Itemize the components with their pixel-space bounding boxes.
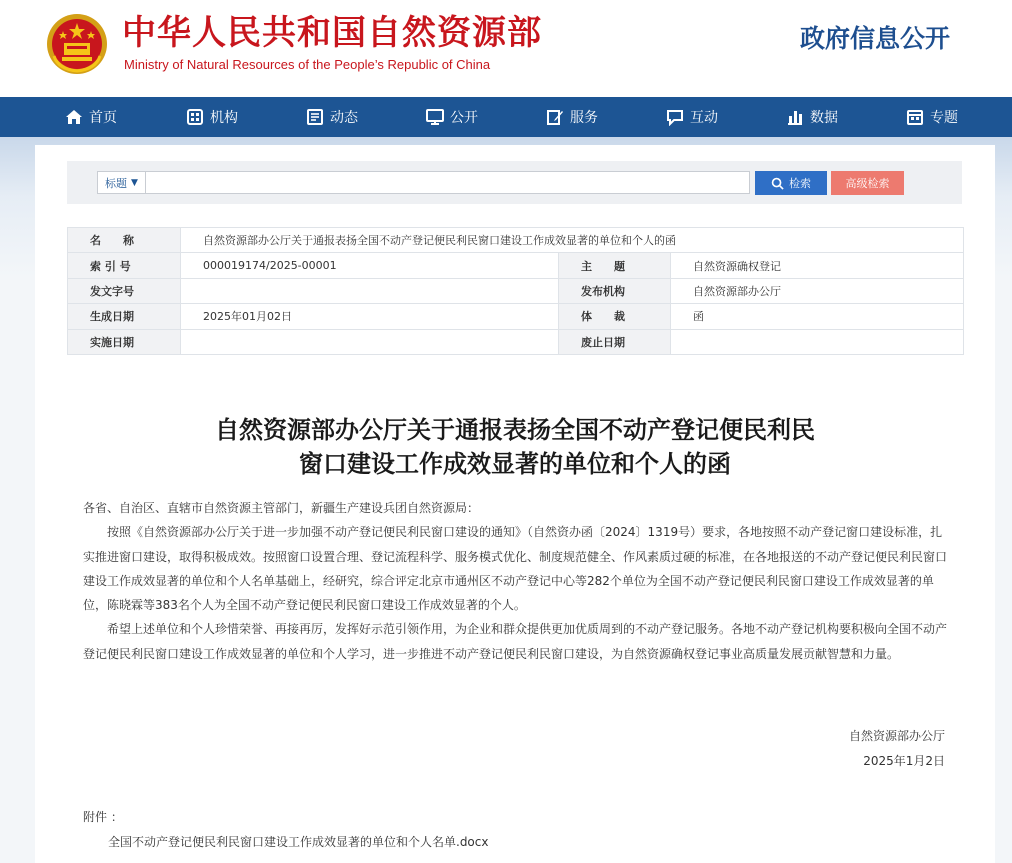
search-button-label: 检索 [789,177,811,190]
search-input[interactable] [145,171,750,194]
nav-item-home[interactable] [65,97,117,137]
signer: 自然资源部办公厅 [848,729,945,743]
meta-label: 发布机构 [559,278,671,303]
calendar-icon [906,108,924,126]
building-icon [186,108,204,126]
bar-chart-icon [786,108,804,126]
meta-name-value: 自然资源部办公厅关于通报表扬全国不动产登记便民利民窗口建设工作成效显著的单位和个人的函 [181,228,964,253]
search-scope-select[interactable] [97,171,145,194]
edit-icon [546,108,564,126]
sign-date: 2025年1月2日 [863,754,945,768]
search-button[interactable] [755,171,827,195]
meta-expiry-value [671,329,964,354]
home-icon [65,108,83,126]
article-salutation: 各省、自治区、直辖市自然资源主管部门，新疆生产建设兵团自然资源局： [83,501,480,515]
meta-created-value: 2025年01月02日 [181,304,559,329]
advanced-search-button[interactable] [831,171,904,195]
advanced-search-label: 高级检索 [845,177,890,190]
main-nav [0,97,1012,137]
search-icon [771,177,784,190]
site-title[interactable]: 中华人民共和国自然资源部 [122,13,542,53]
article-paragraph: 按照《自然资源部办公厅关于进一步加强不动产登记便民利民窗口建设的通知》（自然资办函〔2024〕1319号）要求，各地按照不动产登记窗口建设标准，扎实推进窗口建设，取得积极成效。按照窗口设置合理、登记流程科学、服务模式优化、制度规范健全、作风素质过硬的标准，在各地报送的不动产登记便民利民窗口建设工作成效显著的单位和个人名单基础上，经研究，综合评定北京市通州区不动产登记中心等282个单位为全国不动产登记便民利民窗口建设工作成效显著的单位，陈晓霖等383名个人为全国不动产登记便民利民窗口建设工作成效显著的个人。 [83,525,948,613]
table-row [68,278,964,303]
meta-label: 名 称 [68,228,181,253]
nav-item-public[interactable] [426,97,478,137]
nav-item-label: 服务 [570,110,598,126]
table-row [68,304,964,329]
national-emblem-icon[interactable] [44,11,110,77]
article-body [83,496,949,666]
nav-item-label: 首页 [89,110,117,126]
search-scope-value: 标题 [105,176,127,190]
gov-info-open-label[interactable]: 政府信息公开 [800,24,951,53]
monitor-icon [426,108,444,126]
meta-label: 生成日期 [68,304,181,329]
nav-item-news[interactable] [306,97,358,137]
nav-item-label: 公开 [450,110,478,126]
site-header [0,0,1012,97]
meta-label: 发文字号 [68,278,181,303]
meta-label: 实施日期 [68,329,181,354]
nav-item-interaction[interactable] [666,97,718,137]
nav-item-services[interactable] [546,97,598,137]
nav-item-institutions[interactable] [186,97,238,137]
meta-publisher-value: 自然资源部办公厅 [671,278,964,303]
nav-item-label: 专题 [930,110,958,126]
meta-genre-value: 函 [671,304,964,329]
meta-label: 体 裁 [559,304,671,329]
meta-label: 废止日期 [559,329,671,354]
chevron-down-icon: ▼ [131,177,138,188]
meta-effective-value [181,329,559,354]
attachment-link[interactable]: 全国不动产登记便民利民窗口建设工作成效显著的单位和个人名单.docx [108,835,489,849]
meta-label: 索 引 号 [68,253,181,278]
meta-subject-value: 自然资源确权登记 [671,253,964,278]
table-row [68,228,964,253]
nav-item-label: 机构 [210,110,238,126]
nav-item-label: 互动 [690,110,718,126]
article-title-line: 窗口建设工作成效显著的单位和个人的函 [299,450,731,478]
nav-item-label: 数据 [810,110,838,126]
document-meta-table [67,227,964,355]
news-icon [306,108,324,126]
meta-label: 主 题 [559,253,671,278]
article-signature [849,724,945,774]
nav-item-label: 动态 [330,110,358,126]
article-title [35,413,995,481]
table-row [68,329,964,354]
chat-icon [666,108,684,126]
nav-item-topics[interactable] [906,97,958,137]
article-paragraph: 希望上述单位和个人珍惜荣誉、再接再厉，发挥好示范引领作用，为企业和群众提供更加优质周到的不动产登记服务。各地不动产登记机构要积极向全国不动产登记便民利民窗口建设工作成效显著的单位和个人学习，进一步推进不动产登记便民利民窗口建设，为自然资源确权登记事业高质量发展贡献智慧和力量。 [83,622,948,661]
nav-item-data[interactable] [786,97,838,137]
meta-docno-value [181,278,559,303]
article-title-line: 自然资源部办公厅关于通报表扬全国不动产登记便民利民 [215,416,815,444]
meta-index-value: 000019174/2025-00001 [181,253,559,278]
table-row [68,253,964,278]
attachment-label: 附件 ： [83,810,123,824]
site-title-english: Ministry of Natural Resources of the People’s Republic of China [124,57,491,72]
